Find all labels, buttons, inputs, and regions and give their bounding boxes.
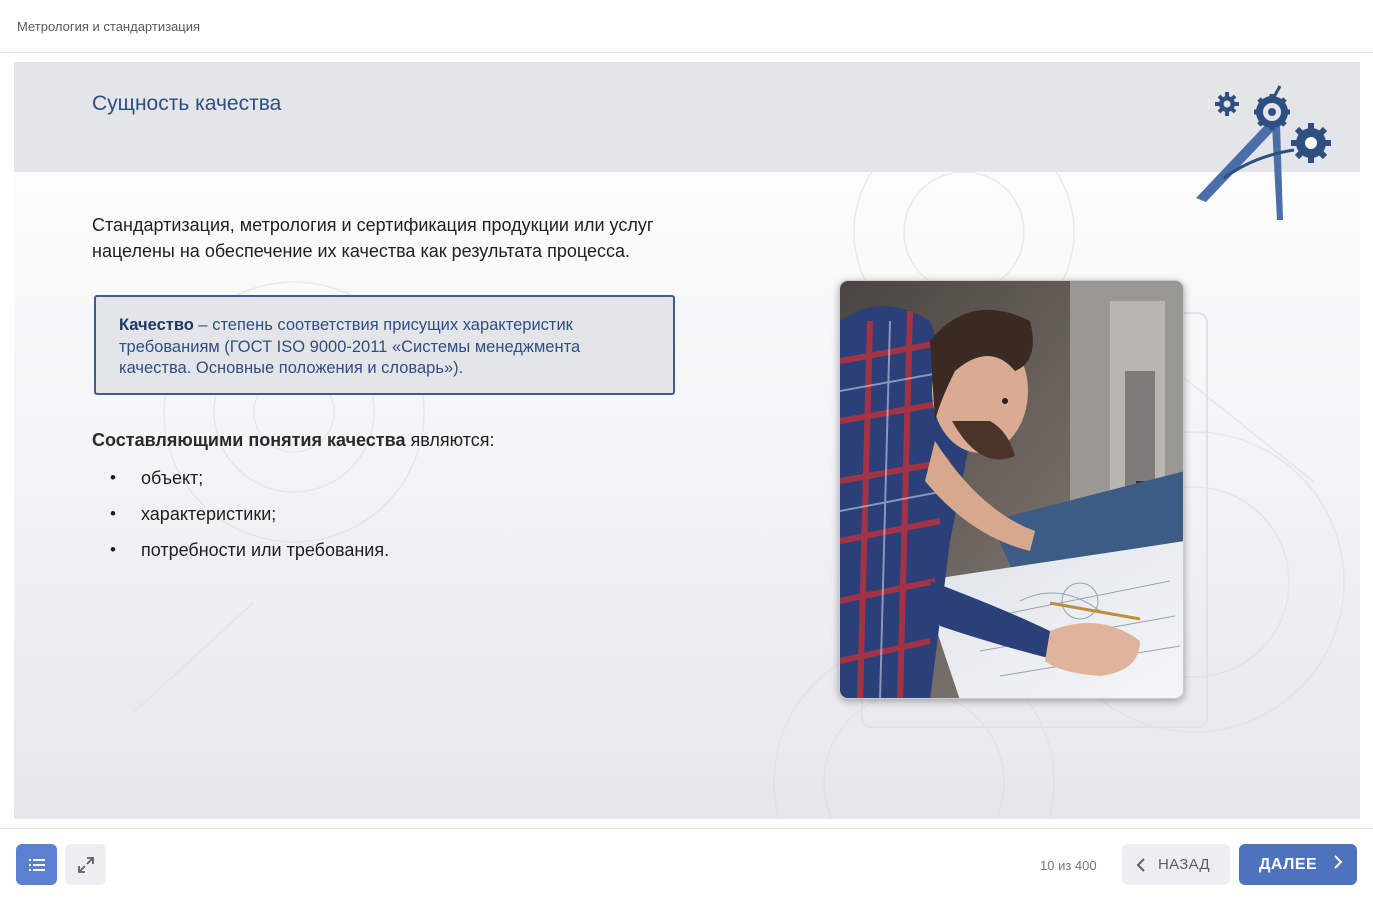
slide-header-band — [14, 62, 1360, 172]
chevron-left-icon — [1136, 857, 1146, 873]
components-lead — [92, 430, 495, 451]
compass-gears-icon — [1184, 70, 1344, 230]
engineer-photo — [839, 280, 1184, 699]
components-list — [110, 468, 389, 576]
back-button-label: НАЗАД — [1158, 856, 1210, 873]
next-button-label: ДАЛЕЕ — [1259, 855, 1318, 873]
slide-title: Сущность качества — [92, 92, 282, 115]
list-icon — [28, 857, 46, 873]
course-title: Метрология и стандартизация — [17, 19, 201, 34]
slide-canvas — [14, 62, 1360, 819]
definition-box — [94, 295, 675, 395]
components-lead-rest: являются: — [405, 430, 495, 450]
list-item: • объект; — [110, 468, 389, 504]
definition-term: Качество — [119, 316, 194, 334]
back-button[interactable] — [1122, 844, 1230, 885]
expand-icon — [77, 856, 95, 874]
table-of-contents-button[interactable] — [16, 844, 57, 885]
slide-counter: 10 из 400 — [1040, 858, 1097, 873]
list-item: • характеристики; — [110, 504, 389, 540]
bottom-bar — [0, 828, 1373, 899]
list-item: • потребности или требования. — [110, 540, 389, 576]
engineer-drawing-image — [840, 281, 1184, 699]
top-bar — [0, 0, 1373, 53]
fullscreen-button[interactable] — [65, 844, 106, 885]
chevron-right-icon — [1333, 854, 1343, 875]
intro-paragraph: Стандартизация, метрология и сертификация продукции или услуг нацелены на обеспечение их качества как результата процесса. — [92, 215, 654, 261]
definition-text: – степень соответствия присущих характеристик требованиям (ГОСТ ISO 9000-2011 «Системы менеджмента качества. Основные положения и словарь»). — [119, 316, 581, 377]
components-lead-bold: Составляющими понятия качества — [92, 430, 406, 450]
next-button[interactable] — [1239, 844, 1357, 885]
